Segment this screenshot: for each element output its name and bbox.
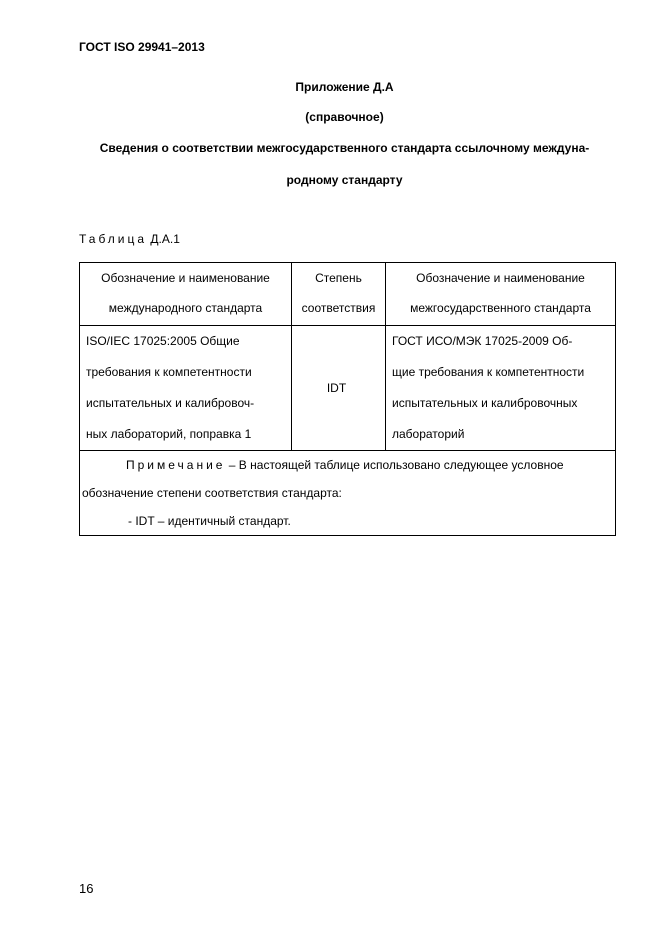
cell-degree-of-conformity: IDT [292,326,386,451]
correspondence-table [79,262,616,536]
table-note [80,451,616,536]
header-international-line-2: международного стандарта [108,301,263,315]
cell-international-line: ISO/IEC 17025:2005 Общие [86,334,240,348]
table-caption [79,232,180,246]
table-row [80,326,616,451]
cell-international-line: ных лабораторий, поправка 1 [86,427,252,441]
cell-interstate-line: щие требования к компетентности [392,365,585,379]
note-line-3: - IDT – идентичный стандарт. [128,514,291,528]
annex-heading-line-2: родному стандарту [286,173,403,187]
cell-international-standard [80,326,292,451]
header-degree-line-2: соответствия [301,301,376,315]
document-code: ГОСТ ISO 29941–2013 [79,40,205,54]
note-line-2: обозначение степени соответствия стандарта: [82,486,342,500]
note-label: Примечание [126,458,226,472]
note-line-1 [82,451,615,479]
annex-type: (справочное) [305,110,384,124]
table-header-row [80,263,616,326]
cell-international-line: требования к компетентности [86,365,252,379]
page-number: 16 [79,881,94,896]
header-degree-of-conformity [292,263,386,326]
cell-interstate-line: ГОСТ ИСО/МЭК 17025-2009 Об- [392,334,573,348]
cell-interstate-standard [386,326,616,451]
cell-international-line: испытательных и калибровоч- [86,396,255,410]
header-international-line-1: Обозначение и наименование [101,271,270,285]
header-interstate-line-2: межгосударственного стандарта [410,301,591,315]
table-caption-number: Д.А.1 [150,232,180,246]
table-caption-word: Таблица [79,232,148,246]
annex-title: Приложение Д.А [295,80,394,94]
table-note-row [80,451,616,536]
header-interstate-standard [386,263,616,326]
header-international-standard [80,263,292,326]
note-line-1-text: – В настоящей таблице использовано следующее условное [225,458,564,472]
annex-heading-line-1: Сведения о соответствии межгосударственного стандарта ссылочному междуна- [99,141,590,155]
header-degree-line-1: Степень [315,271,362,285]
header-interstate-line-1: Обозначение и наименование [416,271,585,285]
cell-interstate-line: испытательных и калибровочных [392,396,578,410]
cell-interstate-line: лабораторий [392,427,465,441]
